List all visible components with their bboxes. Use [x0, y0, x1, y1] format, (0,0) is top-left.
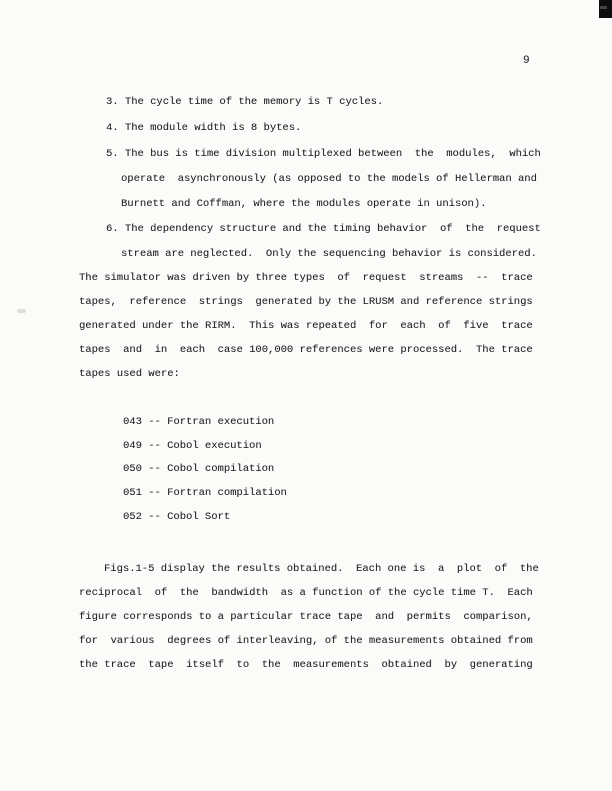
paragraph-1-line-5: tapes used were: [79, 368, 180, 380]
numbered-item-4-line-1: 4. The module width is 8 bytes. [106, 122, 302, 134]
numbered-item-3-line-1: 3. The cycle time of the memory is T cycles. [106, 96, 384, 108]
paragraph-1-line-4: tapes and in each case 100,000 references were processed. The trace [79, 344, 533, 356]
paragraph-1-line-3: generated under the RIRM. This was repeated for each of five trace [79, 320, 533, 332]
paragraph-1-line-1: The simulator was driven by three types of request streams -- trace [79, 272, 533, 284]
paragraph-2-line-3: figure corresponds to a particular trace tape and permits comparison, [79, 611, 533, 623]
tape-list-item-052: 052 -- Cobol Sort [123, 511, 231, 523]
paragraph-2-line-4: for various degrees of interleaving, of the measurements obtained from [79, 635, 533, 647]
numbered-item-5-line-1: 5. The bus is time division multiplexed between the modules, which [106, 148, 541, 160]
paragraph-2-line-1: Figs.1-5 display the results obtained. Each one is a plot of the [104, 563, 539, 575]
paragraph-1-line-2: tapes, reference strings generated by the LRUSM and reference strings [79, 296, 533, 308]
scan-smudge [17, 309, 26, 313]
scan-corner-speck [600, 6, 607, 9]
tape-list-item-043: 043 -- Fortran execution [123, 416, 275, 428]
numbered-item-5-line-2: operate asynchronously (as opposed to the models of Hellerman and [121, 173, 537, 185]
scan-corner-mark [599, 0, 612, 18]
tape-list-item-050: 050 -- Cobol compilation [123, 463, 275, 475]
paragraph-2-line-5: the trace tape itself to the measurements obtained by generating [79, 659, 533, 671]
numbered-item-6-line-2: stream are neglected. Only the sequencing behavior is considered. [121, 248, 537, 260]
numbered-item-5-line-3: Burnett and Coffman, where the modules operate in unison). [121, 198, 487, 210]
page-number: 9 [523, 55, 530, 67]
paragraph-2-line-2: reciprocal of the bandwidth as a function of the cycle time T. Each [79, 587, 533, 599]
tape-list-item-049: 049 -- Cobol execution [123, 440, 262, 452]
tape-list-item-051: 051 -- Fortran compilation [123, 487, 287, 499]
numbered-item-6-line-1: 6. The dependency structure and the timing behavior of the request [106, 223, 541, 235]
